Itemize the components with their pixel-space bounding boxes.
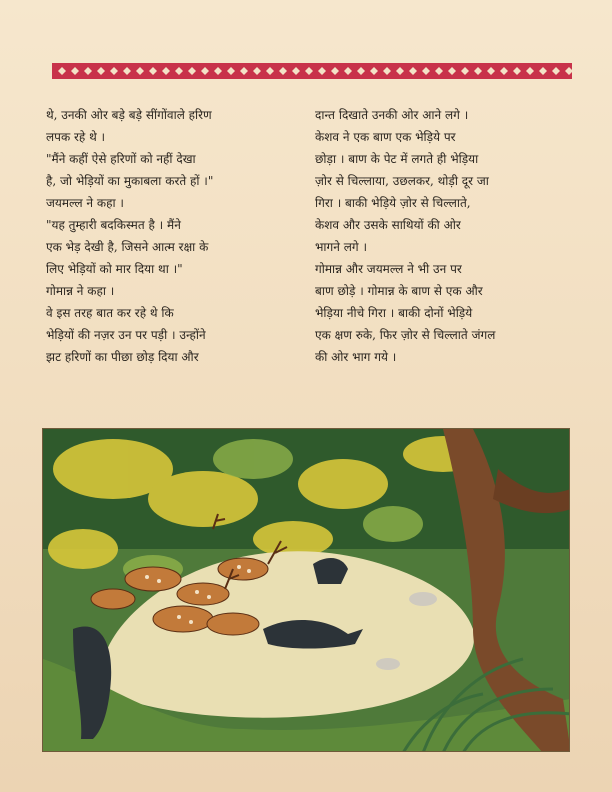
text-line: "यह तुम्हारी बदकिस्मत है । मैंने (46, 218, 181, 232)
text-line: भेड़ियों की नज़र उन पर पड़ी । उन्होंने (46, 328, 206, 342)
text-line: छोड़ा । बाण के पेट में लगते ही भेड़िया (315, 152, 479, 166)
forest-illustration (42, 428, 570, 752)
text-line: गिरा । बाकी भेड़िये ज़ोर से चिल्लाते, (315, 196, 471, 210)
text-line: वे इस तरह बात कर रहे थे कि (46, 306, 174, 320)
text-line: की ओर भाग गये । (315, 350, 397, 364)
text-line: भागने लगे । (315, 240, 368, 254)
text-line: "मैंने कहीं ऐसे हरिणों को नहीं देखा (46, 152, 196, 166)
text-line: भेड़िया नीचे गिरा । बाकी दोनों भेड़िये (315, 306, 473, 320)
text-line: दान्त दिखाते उनकी ओर आने लगे । (315, 108, 469, 122)
text-line: है, जो भेड़ियों का मुकाबला करते हों ।" (46, 174, 214, 188)
text-line: गोमान्न और जयमल्ल ने भी उन पर (315, 262, 462, 276)
text-line: लिए भेड़ियों को मार दिया था ।" (46, 262, 183, 276)
text-line: जयमल्ल ने कहा । (46, 196, 124, 210)
text-line: केशव और उसके साथियों की ओर (315, 218, 461, 232)
text-line: एक भेड़ देखी है, जिसने आत्म रक्षा के (46, 240, 209, 254)
text-line: बाण छोड़े । गोमान्न के बाण से एक और (315, 284, 483, 298)
text-line: लपक रहे थे । (46, 130, 106, 144)
text-line: एक क्षण रुके, फिर ज़ोर से चिल्लाते जंगल (315, 328, 496, 342)
text-line: ज़ोर से चिल्लाया, उछलकर, थोड़ी दूर जा (315, 174, 489, 188)
right-text-column (315, 104, 571, 368)
text-line: थे, उनकी ओर बड़े बड़े सींगोंवाले हरिण (46, 108, 212, 122)
text-line: केशव ने एक बाण एक भेड़िये पर (315, 130, 456, 144)
text-line: गोमान्न ने कहा । (46, 284, 115, 298)
left-text-column (46, 104, 302, 368)
decorative-border (52, 63, 572, 79)
text-line: झट हरिणों का पीछा छोड़ दिया और (46, 350, 199, 364)
